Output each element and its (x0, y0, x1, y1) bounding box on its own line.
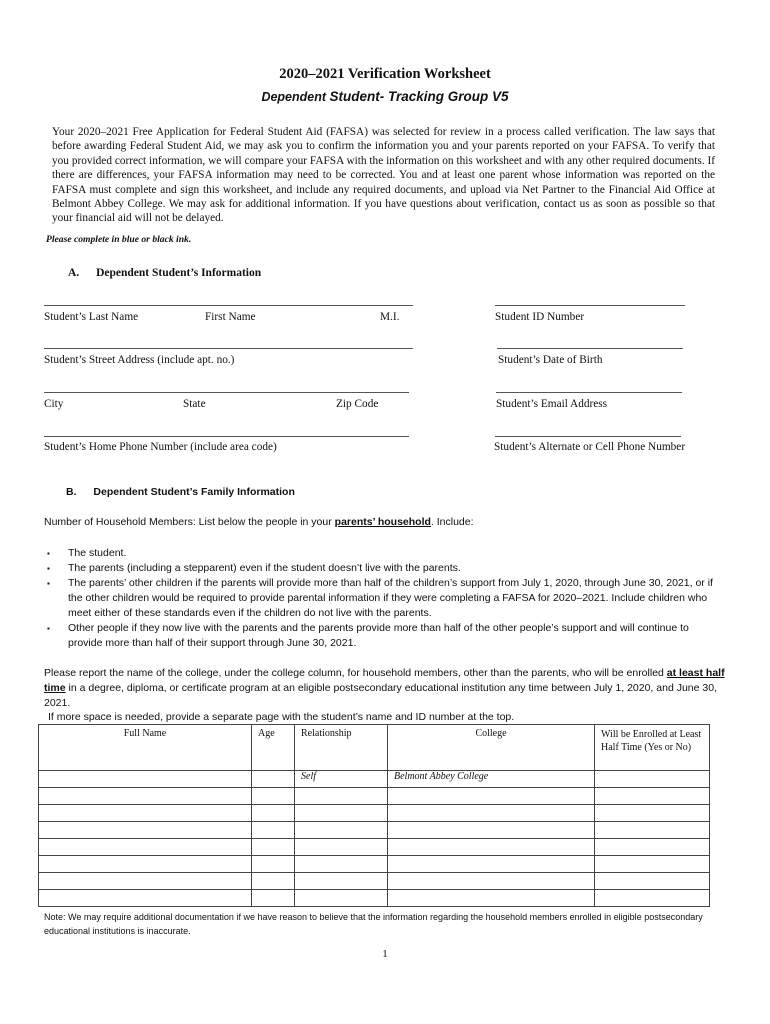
cell-relationship[interactable] (295, 890, 388, 907)
cell-relationship: Self (295, 771, 388, 788)
zip-label: Zip Code (336, 398, 379, 410)
cell-phone-label: Student’s Alternate or Cell Phone Number (494, 441, 686, 453)
table-row (39, 890, 710, 907)
cell-phone-line[interactable] (495, 436, 681, 437)
table-row (39, 805, 710, 822)
section-b-letter: B. (66, 486, 77, 498)
header-enrolled: Will be Enrolled at Least Half Time (Yes or No) (595, 725, 710, 771)
cell-college[interactable] (388, 788, 595, 805)
cell-age[interactable] (252, 788, 295, 805)
household-pre: Number of Household Members: List below the people in your (44, 516, 335, 528)
cell-relationship[interactable] (295, 839, 388, 856)
cell-college[interactable] (388, 890, 595, 907)
cell-relationship[interactable] (295, 822, 388, 839)
cell-enrolled[interactable] (595, 805, 710, 822)
cell-college: Belmont Abbey College (388, 771, 595, 788)
cell-full-name[interactable] (39, 771, 252, 788)
cell-enrolled[interactable] (595, 890, 710, 907)
bullet-icon: ▪ (47, 564, 50, 573)
section-b-title: Dependent Student’s Family Information (93, 486, 295, 498)
address-label: Student’s Street Address (include apt. no.) (44, 354, 235, 366)
cell-full-name[interactable] (39, 890, 252, 907)
subtitle-tracking-group: Student- Tracking Group V5 (329, 89, 509, 104)
section-a-heading (68, 267, 261, 279)
cell-age[interactable] (252, 873, 295, 890)
home-phone-label: Student’s Home Phone Number (include area code) (44, 441, 277, 453)
cell-enrolled[interactable] (595, 788, 710, 805)
student-id-line[interactable] (495, 305, 685, 306)
email-label: Student’s Email Address (496, 398, 608, 410)
city-state-zip-line[interactable] (44, 392, 409, 393)
cell-enrolled[interactable] (595, 771, 710, 788)
table-row (39, 856, 710, 873)
table-row (39, 873, 710, 890)
table-row (39, 771, 710, 788)
cell-enrolled[interactable] (595, 839, 710, 856)
list-item: ▪ Other people if they now live with the parents and the parents provide more than half of the other people’s support and will continue to provide more than half of their support through June 30, 2021. (47, 622, 689, 649)
mi-label: M.I. (380, 311, 400, 323)
list-item: ▪ The parents’ other children if the parents will provide more than half of the children’s support from July 1, 2020, through June 30, 2021, or if the other children would be required to provide parental information if they were completing a FAFSA for 2020–2021. Include children who meet either of these standards even if the children do not live with the parents. (47, 577, 713, 619)
cell-enrolled[interactable] (595, 856, 710, 873)
cell-full-name[interactable] (39, 788, 252, 805)
table-row (39, 839, 710, 856)
bullet-icon: ▪ (47, 579, 50, 588)
household-members-table (38, 724, 710, 907)
cell-college[interactable] (388, 873, 595, 890)
documentation-note: Note: We may require additional documentation if we have reason to believe that the information regarding the household members enrolled in eligible postsecondary educational institutions is inaccurate. (44, 912, 703, 936)
cell-college[interactable] (388, 805, 595, 822)
section-a-title: Dependent Student’s Information (96, 267, 262, 279)
address-line[interactable] (44, 348, 413, 349)
half-time-emphasis: at least half time (44, 667, 725, 694)
table-header-row (39, 725, 710, 771)
cell-age[interactable] (252, 890, 295, 907)
cell-college[interactable] (388, 856, 595, 873)
home-phone-line[interactable] (44, 436, 409, 437)
cell-relationship[interactable] (295, 873, 388, 890)
cell-relationship[interactable] (295, 805, 388, 822)
header-college: College (388, 725, 595, 771)
cell-full-name[interactable] (39, 839, 252, 856)
header-relationship: Relationship (295, 725, 388, 771)
cell-full-name[interactable] (39, 822, 252, 839)
cell-full-name[interactable] (39, 805, 252, 822)
cell-enrolled[interactable] (595, 822, 710, 839)
list-item: ▪ The student. (47, 547, 127, 559)
city-label: City (44, 398, 64, 410)
cell-age[interactable] (252, 822, 295, 839)
section-b-heading (66, 486, 295, 498)
cell-relationship[interactable] (295, 788, 388, 805)
ink-instruction: Please complete in blue or black ink. (46, 234, 192, 245)
bullet-icon: ▪ (47, 549, 50, 558)
household-instruction (44, 516, 474, 528)
first-name-label: First Name (205, 311, 256, 323)
subtitle-dependent: Dependent (261, 90, 327, 104)
dob-label: Student’s Date of Birth (498, 354, 603, 366)
cell-enrolled[interactable] (595, 873, 710, 890)
intro-paragraph: Your 2020–2021 Free Application for Federal Student Aid (FAFSA) was selected for review in a process called verification. The law says that before awarding Federal Student Aid, we may ask you to confirm the information you and your parents reported on your FAFSA. To verify that you provided correct information, we will compare your FAFSA with the information on this worksheet and with any other required documents. If there are differences, your FAFSA information may need to be corrected. You and at least one parent whose information was reported on the FAFSA must complete and sign this worksheet, and include any required documents, and upload via Net Partner to the Financial Aid Office at Belmont Abbey College. We may ask for additional information. If you have questions about verification, contact us as soon as possible so that your financial aid will not be delayed. (52, 126, 715, 225)
college-report-instruction: Please report the name of the college, under the college column, for household members, other than the parents, who will be enrolled at least half time in a degree, diploma, or certificate program at an eligible postsecondary educational institution any time between July 1, 2020, and June 30, 2021. (44, 667, 725, 709)
worksheet-subtitle (0, 89, 770, 104)
header-age: Age (252, 725, 295, 771)
cell-relationship[interactable] (295, 856, 388, 873)
household-bullet-list (44, 546, 724, 651)
section-a-letter: A. (68, 267, 80, 279)
cell-college[interactable] (388, 822, 595, 839)
cell-age[interactable] (252, 839, 295, 856)
bullet-icon: ▪ (47, 624, 50, 633)
household-post: . Include: (430, 516, 474, 528)
header-full-name: Full Name (39, 725, 252, 771)
last-name-label: Student’s Last Name (44, 311, 139, 323)
cell-college[interactable] (388, 839, 595, 856)
cell-age[interactable] (252, 771, 295, 788)
student-id-label: Student ID Number (495, 311, 585, 323)
parents-household-emphasis: parents’ household (334, 516, 431, 528)
cell-age[interactable] (252, 856, 295, 873)
dob-line[interactable] (497, 348, 683, 349)
more-space-note: If more space is needed, provide a separate page with the student’s name and ID number at the top. (48, 711, 515, 723)
page-number: 1 (382, 948, 388, 960)
state-label: State (183, 398, 206, 410)
list-item: ▪ The parents (including a stepparent) even if the student doesn’t live with the parents. (47, 562, 461, 574)
email-line[interactable] (496, 392, 682, 393)
cell-age[interactable] (252, 805, 295, 822)
table-row (39, 788, 710, 805)
cell-full-name[interactable] (39, 873, 252, 890)
worksheet-title: 2020–2021 Verification Worksheet (279, 66, 491, 82)
cell-full-name[interactable] (39, 856, 252, 873)
name-line[interactable] (44, 305, 413, 306)
table-row (39, 822, 710, 839)
